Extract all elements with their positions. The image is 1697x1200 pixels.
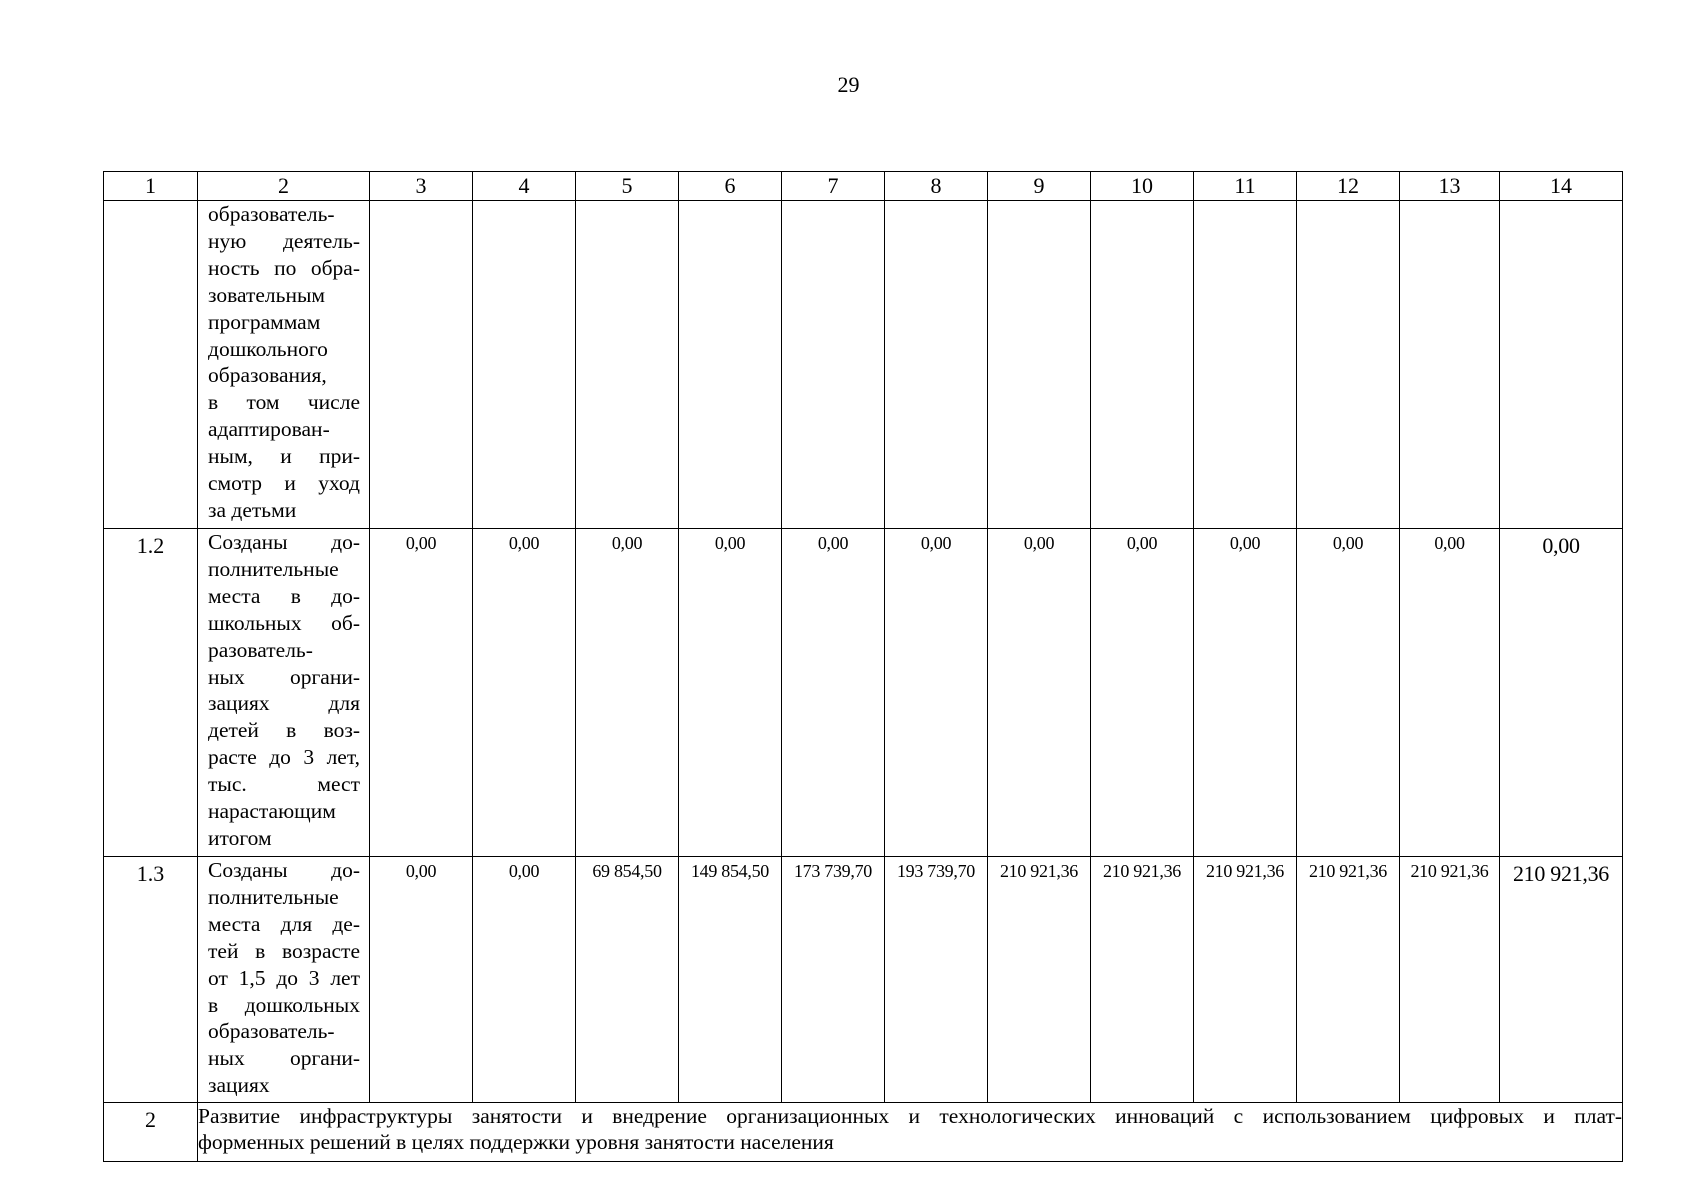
column-header: 5 [576, 172, 679, 201]
value-cell [576, 201, 679, 529]
column-header: 7 [782, 172, 885, 201]
description-line: зациях для [208, 691, 360, 716]
description-line: в дошкольных [208, 992, 360, 1017]
column-header: 4 [473, 172, 576, 201]
value-cell: 0,00 [370, 857, 473, 1103]
column-header: 3 [370, 172, 473, 201]
value-cell: 0,00 [1091, 529, 1194, 857]
value-cell: 210 921,36 [988, 857, 1091, 1103]
value-cell: 0,00 [782, 529, 885, 857]
value-cell: 193 739,70 [885, 857, 988, 1103]
data-table [103, 171, 1623, 1162]
description-line: полнительные [208, 556, 339, 581]
value-cell: 0,00 [473, 529, 576, 857]
description-line: образователь- [208, 202, 335, 226]
column-header: 11 [1194, 172, 1297, 201]
description-line: полнительные [208, 884, 339, 909]
value-cell: 0,00 [679, 529, 782, 857]
value-cell: 69 854,50 [576, 857, 679, 1103]
description-line: зациях [208, 1073, 270, 1098]
row-number: 1.2 [104, 529, 198, 857]
row-number [104, 201, 198, 529]
value-cell [782, 201, 885, 529]
description-line: ную деятель- [208, 228, 360, 253]
value-cell: 210 921,36 [1194, 857, 1297, 1103]
description-line: места в до- [208, 583, 360, 608]
description-line: образователь- [208, 1019, 335, 1044]
description-line: зовательным [208, 282, 326, 307]
table-row [104, 857, 1623, 1103]
row-description [198, 529, 370, 857]
description-line: нарастающим [208, 799, 336, 824]
description-line: тыс. мест [208, 772, 360, 797]
value-cell [679, 201, 782, 529]
value-cell: 210 921,36 [1500, 857, 1623, 1103]
description-line: детей в воз- [208, 718, 360, 743]
column-header: 13 [1400, 172, 1500, 201]
column-header: 8 [885, 172, 988, 201]
section-title [198, 1103, 1623, 1162]
value-cell: 0,00 [1400, 529, 1500, 857]
header-row [104, 172, 1623, 201]
description-line: образования, [208, 363, 327, 388]
column-header: 6 [679, 172, 782, 201]
description-line: тей в возрасте [208, 938, 360, 963]
value-cell: 0,00 [576, 529, 679, 857]
description-line: итогом [208, 825, 272, 850]
value-cell [1091, 201, 1194, 529]
description-line: дошкольного [208, 336, 328, 361]
value-cell [1400, 201, 1500, 529]
value-cell: 0,00 [1297, 529, 1400, 857]
column-header: 1 [104, 172, 198, 201]
description-line: программам [208, 309, 321, 334]
row-description [198, 857, 370, 1103]
value-cell: 0,00 [473, 857, 576, 1103]
column-header: 12 [1297, 172, 1400, 201]
row-number: 1.3 [104, 857, 198, 1103]
column-header: 10 [1091, 172, 1194, 201]
description-line: ность по обра- [208, 255, 360, 280]
section-row [104, 1103, 1623, 1162]
description-line: Созданы до- [208, 858, 360, 882]
value-cell: 0,00 [885, 529, 988, 857]
value-cell: 0,00 [988, 529, 1091, 857]
page-number: 29 [837, 72, 860, 97]
description-line: ным, и при- [208, 444, 360, 469]
value-cell: 210 921,36 [1297, 857, 1400, 1103]
value-cell: 210 921,36 [1400, 857, 1500, 1103]
value-cell: 0,00 [1194, 529, 1297, 857]
column-header: 9 [988, 172, 1091, 201]
description-line: смотр и уход [208, 471, 360, 496]
value-cell: 173 739,70 [782, 857, 885, 1103]
value-cell [370, 201, 473, 529]
value-cell [885, 201, 988, 529]
value-cell [988, 201, 1091, 529]
row-description [198, 201, 370, 529]
value-cell [1297, 201, 1400, 529]
column-header: 2 [198, 172, 370, 201]
table-row [104, 201, 1623, 529]
description-line: школьных об- [208, 610, 360, 635]
section-number: 2 [104, 1103, 198, 1162]
section-title-line: Развитие инфраструктуры занятости и внедрение организационных и технологических инноваций с использованием цифровых и плат- [198, 1104, 1622, 1128]
description-line: Созданы до- [208, 530, 360, 554]
description-line: ных органи- [208, 664, 360, 689]
value-cell: 210 921,36 [1091, 857, 1194, 1103]
description-line: разователь- [208, 637, 313, 662]
table-row [104, 529, 1623, 857]
description-line: расте до 3 лет, [208, 745, 360, 770]
description-line: в том числе [208, 390, 360, 415]
value-cell: 149 854,50 [679, 857, 782, 1103]
value-cell [1500, 201, 1623, 529]
section-title-line: форменных решений в целях поддержки уровня занятости населения [198, 1130, 834, 1154]
description-line: ных органи- [208, 1046, 360, 1071]
description-line: адаптирован- [208, 417, 330, 442]
value-cell [473, 201, 576, 529]
description-line: за детьми [208, 497, 297, 522]
value-cell: 0,00 [370, 529, 473, 857]
value-cell [1194, 201, 1297, 529]
value-cell: 0,00 [1500, 529, 1623, 857]
column-header: 14 [1500, 172, 1623, 201]
description-line: от 1,5 до 3 лет [208, 965, 360, 990]
description-line: места для де- [208, 911, 360, 936]
